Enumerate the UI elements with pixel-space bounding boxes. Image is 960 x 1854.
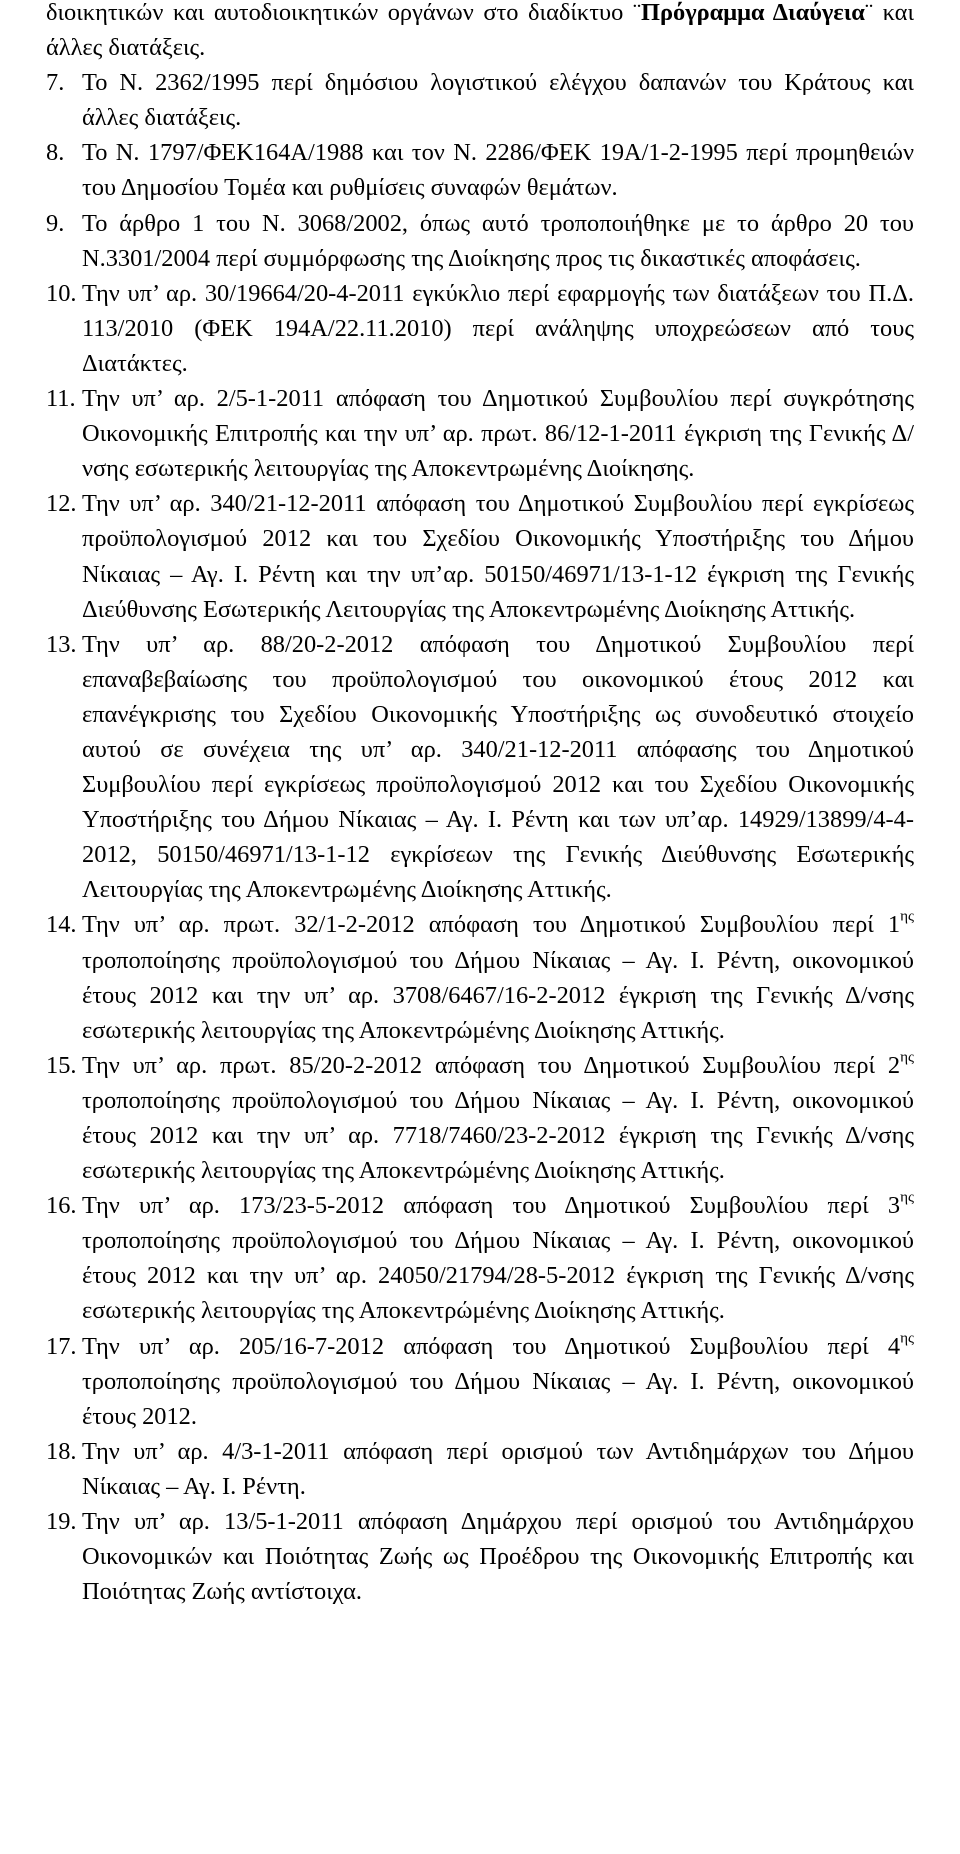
list-item-text: Την υπ’ αρ. 4/3-1-2011 απόφαση περί ορισμού των Αντιδημάρχων του Δήμου Νίκαιας – Αγ. Ι. Ρέντη. — [82, 1437, 914, 1500]
list-item-number: 11. — [46, 385, 76, 413]
list-item-text-start: Την υπ’ αρ. πρωτ. 85/20-2-2012 απόφαση του Δημοτικού Συμβουλίου περί 2 — [82, 1051, 901, 1079]
list-item-text: Την υπ’ αρ. 88/20-2-2012 απόφαση του Δημοτικού Συμβουλίου περί επαναβεβαίωσης του προϋπολογισμού του οικονομικού έτους 2012 και επανέγκρισης του Σχεδίου Οικονομικής Υποστήριξης ως συνοδευτικό στοιχείο αυτού σε συνέχεια της υπ’ αρ. 340/21-12-2011 απόφασης του Δημοτικού Συμβουλίου περί εγκρίσεως προϋπολογισμού 2012 και του Σχεδίου Οικονομικής Υποστήριξης του Δήμου Νίκαιας – Αγ. Ι. Ρέντη και των υπ’αρ. 14929/13899/4-4-2012, 50150/46971/13-1-12 εγκρίσεων της Γενικής Διεύθυνσης Εσωτερικής Λειτουργίας της Αποκεντρωμένης Διοίκησης Αττικής. — [82, 630, 914, 904]
list-item-number: 13. — [46, 630, 77, 658]
list-item-number: 8. — [46, 139, 65, 167]
list-item-text: Το Ν. 1797/ΦΕΚ164Α/1988 και τον Ν. 2286/ΦΕΚ 19Α/1-2-1995 περί προμηθειών του Δημοσίου Τομέα και ρυθμίσεις συναφών θεμάτων. — [82, 139, 914, 202]
list-item-19 — [46, 1504, 914, 1609]
list-item-text — [82, 907, 914, 1047]
list-item-7 — [46, 65, 914, 135]
document-body — [46, 0, 914, 1609]
list-item-number: 18. — [46, 1437, 77, 1465]
list-item-text-end: τροποποίησης προϋπολογισμού του Δήμου Νίκαιας – Αγ. Ι. Ρέντη, οικονομικού έτους 2012 και την υπ’ αρ. 3708/6467/16-2-2012 έγκριση της Γενικής Δ/νσης εσωτερικής λειτουργίας της Αποκεντρώμένης Διοίκησης Αττικής. — [82, 946, 914, 1044]
ordinal-superscript: ης — [900, 1049, 914, 1066]
list-item-text-end: τροποποίησης προϋπολογισμού του Δήμου Νίκαιας – Αγ. Ι. Ρέντη, οικονομικού έτους 2012 και την υπ’ αρ. 24050/21794/28-5-2012 έγκριση της Γενικής Δ/νσης εσωτερικής λειτουργίας της Αποκεντρώμένης Διοίκησης Αττικής. — [82, 1227, 914, 1325]
intro-text-before: διοικητικών και αυτοδιοικητικών οργάνων στο διαδίκτυο ¨ — [46, 0, 641, 26]
intro-bold-text: Πρόγραμμα Διαύγεια — [640, 0, 865, 26]
intro-text-after: ¨ και άλλες διατάξεις. — [46, 0, 915, 62]
list-item-text — [82, 1188, 914, 1328]
list-item-18 — [46, 1434, 914, 1504]
list-item-number: 19. — [46, 1508, 77, 1536]
list-item-text — [82, 1329, 914, 1434]
list-item-8 — [46, 135, 914, 205]
list-item-14 — [46, 907, 914, 1047]
list-item-number: 14. — [46, 911, 77, 939]
ordinal-superscript: ης — [900, 1330, 914, 1347]
ordinal-superscript: ης — [900, 909, 914, 926]
list-item-text-start: Την υπ’ αρ. πρωτ. 32/1-2-2012 απόφαση του Δημοτικού Συμβουλίου περί 1 — [82, 911, 901, 939]
list-item-15 — [46, 1048, 914, 1188]
intro-paragraph — [46, 0, 914, 65]
list-item-text: Την υπ’ αρ. 13/5-1-2011 απόφαση Δημάρχου περί ορισμού του Αντιδημάρχου Οικονομικών και Ποιότητας Ζωής ως Προέδρου της Οικονομικής Επιτροπής και Ποιότητας Ζωής αντίστοιχα. — [82, 1508, 914, 1606]
list-item-16 — [46, 1188, 914, 1328]
list-item-number: 10. — [46, 279, 77, 307]
list-item-text-start: Την υπ’ αρ. 205/16-7-2012 απόφαση του Δημοτικού Συμβουλίου περί 4 — [82, 1332, 901, 1360]
list-item-number: 12. — [46, 490, 77, 518]
list-item-text — [82, 1048, 914, 1188]
list-item-text-end: τροποποίησης προϋπολογισμού του Δήμου Νίκαιας – Αγ. Ι. Ρέντη, οικονομικού έτους 2012 και την υπ’ αρ. 7718/7460/23-2-2012 έγκριση της Γενικής Δ/νσης εσωτερικής λειτουργίας της Αποκεντρώμένης Διοίκησης Αττικής. — [82, 1086, 914, 1185]
list-item-text: Το Ν. 2362/1995 περί δημόσιου λογιστικού ελέγχου δαπανών του Κράτους και άλλες διατάξεις. — [82, 69, 914, 132]
list-item-text-end: τροποποίησης προϋπολογισμού του Δήμου Νίκαιας – Αγ. Ι. Ρέντη, οικονομικού έτους 2012. — [82, 1367, 914, 1430]
list-item-text: Την υπ’ αρ. 2/5-1-2011 απόφαση του Δημοτικού Συμβουλίου περί συγκρότησης Οικονομικής Επιτροπής και την υπ’ αρ. πρωτ. 86/12-1-2011 έγκριση της Γενικής Δ/νσης εσωτερικής λειτουργίας της Αποκεντρωμένης Διοίκησης. — [82, 385, 914, 483]
list-item-17 — [46, 1329, 914, 1434]
ordinal-superscript: ης — [900, 1189, 914, 1206]
list-item-text: Την υπ’ αρ. 340/21-12-2011 απόφαση του Δημοτικού Συμβουλίου περί εγκρίσεως προϋπολογισμού 2012 και του Σχεδίου Οικονομικής Υποστήριξης του Δήμου Νίκαιας – Αγ. Ι. Ρέντη και την υπ’αρ. 50150/46971/13-1-12 έγκριση της Γενικής Διεύθυνσης Εσωτερικής Λειτουργίας της Αποκεντρωμένης Διοίκησης Αττικής. — [82, 490, 914, 623]
list-item-9 — [46, 206, 914, 276]
list-item-10 — [46, 276, 914, 381]
list-item-number: 7. — [46, 69, 65, 97]
list-item-number: 17. — [46, 1332, 77, 1360]
list-item-text: Το άρθρο 1 του Ν. 3068/2002, όπως αυτό τροποποιήθηκε με το άρθρο 20 του Ν.3301/2004 περί συμμόρφωσης της Διοίκησης προς τις δικαστικές αποφάσεις. — [82, 209, 914, 272]
list-item-text-start: Την υπ’ αρ. 173/23-5-2012 απόφαση του Δημοτικού Συμβουλίου περί 3 — [82, 1192, 901, 1220]
list-item-text: Την υπ’ αρ. 30/19664/20-4-2011 εγκύκλιο περί εφαρμογής των διατάξεων του Π.Δ. 113/2010 (ΦΕΚ 194Α/22.11.2010) περί ανάληψης υποχρεώσεων από τους Διατάκτες. — [82, 279, 914, 377]
list-item-11 — [46, 381, 914, 486]
list-item-12 — [46, 486, 914, 626]
list-item-number: 16. — [46, 1192, 77, 1220]
list-item-number: 9. — [46, 209, 65, 237]
list-item-13 — [46, 627, 914, 908]
list-item-number: 15. — [46, 1051, 77, 1079]
